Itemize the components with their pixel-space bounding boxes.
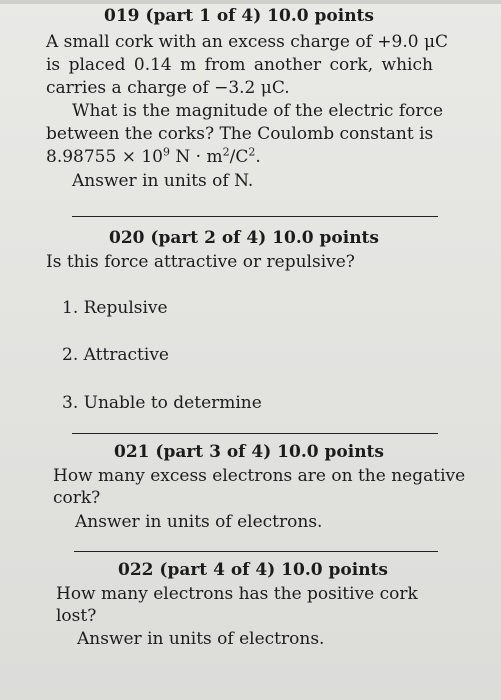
q21-title: 021 (part 3 of 4) 10.0 points	[114, 442, 384, 462]
q19-answer-units: Answer in units of N.	[72, 171, 254, 191]
q19-title: 019 (part 1 of 4) 10.0 points	[104, 6, 374, 26]
unit-nm: N · m	[169, 147, 223, 167]
q21-divider	[74, 551, 438, 552]
q20-choice-1[interactable]: 1. Repulsive	[62, 298, 168, 318]
q20-divider	[72, 433, 438, 434]
q19-line3: carries a charge of −3.2 μC.	[46, 78, 290, 98]
coulomb-coefficient: 8.98755 × 10	[46, 147, 163, 167]
unit-c: /C	[229, 147, 249, 167]
q22-line2: lost?	[56, 606, 97, 626]
q22-line1: How many electrons has the positive cork	[56, 584, 418, 604]
q19-divider	[72, 216, 438, 217]
exponent-m2: 2	[222, 145, 230, 159]
exponent-9: 9	[162, 145, 170, 159]
q20-choice-3[interactable]: 3. Unable to determine	[62, 393, 262, 413]
q19-line4: What is the magnitude of the electric force	[72, 101, 444, 121]
q21-answer-units: Answer in units of electrons.	[75, 512, 323, 532]
period: .	[255, 147, 261, 167]
q21-line2: cork?	[53, 488, 101, 508]
q22-title: 022 (part 4 of 4) 10.0 points	[118, 560, 388, 580]
q20-title: 020 (part 2 of 4) 10.0 points	[109, 228, 379, 248]
exponent-c2: 2	[248, 145, 256, 159]
top-edge	[0, 0, 501, 4]
q20-choice-2[interactable]: 2. Attractive	[62, 345, 169, 365]
q20-prompt: Is this force attractive or repulsive?	[46, 252, 355, 272]
q21-line1: How many excess electrons are on the negative	[53, 466, 466, 486]
q19-line1: A small cork with an excess charge of +9.0 μC	[46, 32, 449, 52]
q19-line2: is placed 0.14 m from another cork, which	[46, 55, 433, 75]
q22-answer-units: Answer in units of electrons.	[77, 629, 325, 649]
q19-line6	[46, 147, 261, 167]
q19-line5: between the corks? The Coulomb constant is	[46, 124, 434, 144]
